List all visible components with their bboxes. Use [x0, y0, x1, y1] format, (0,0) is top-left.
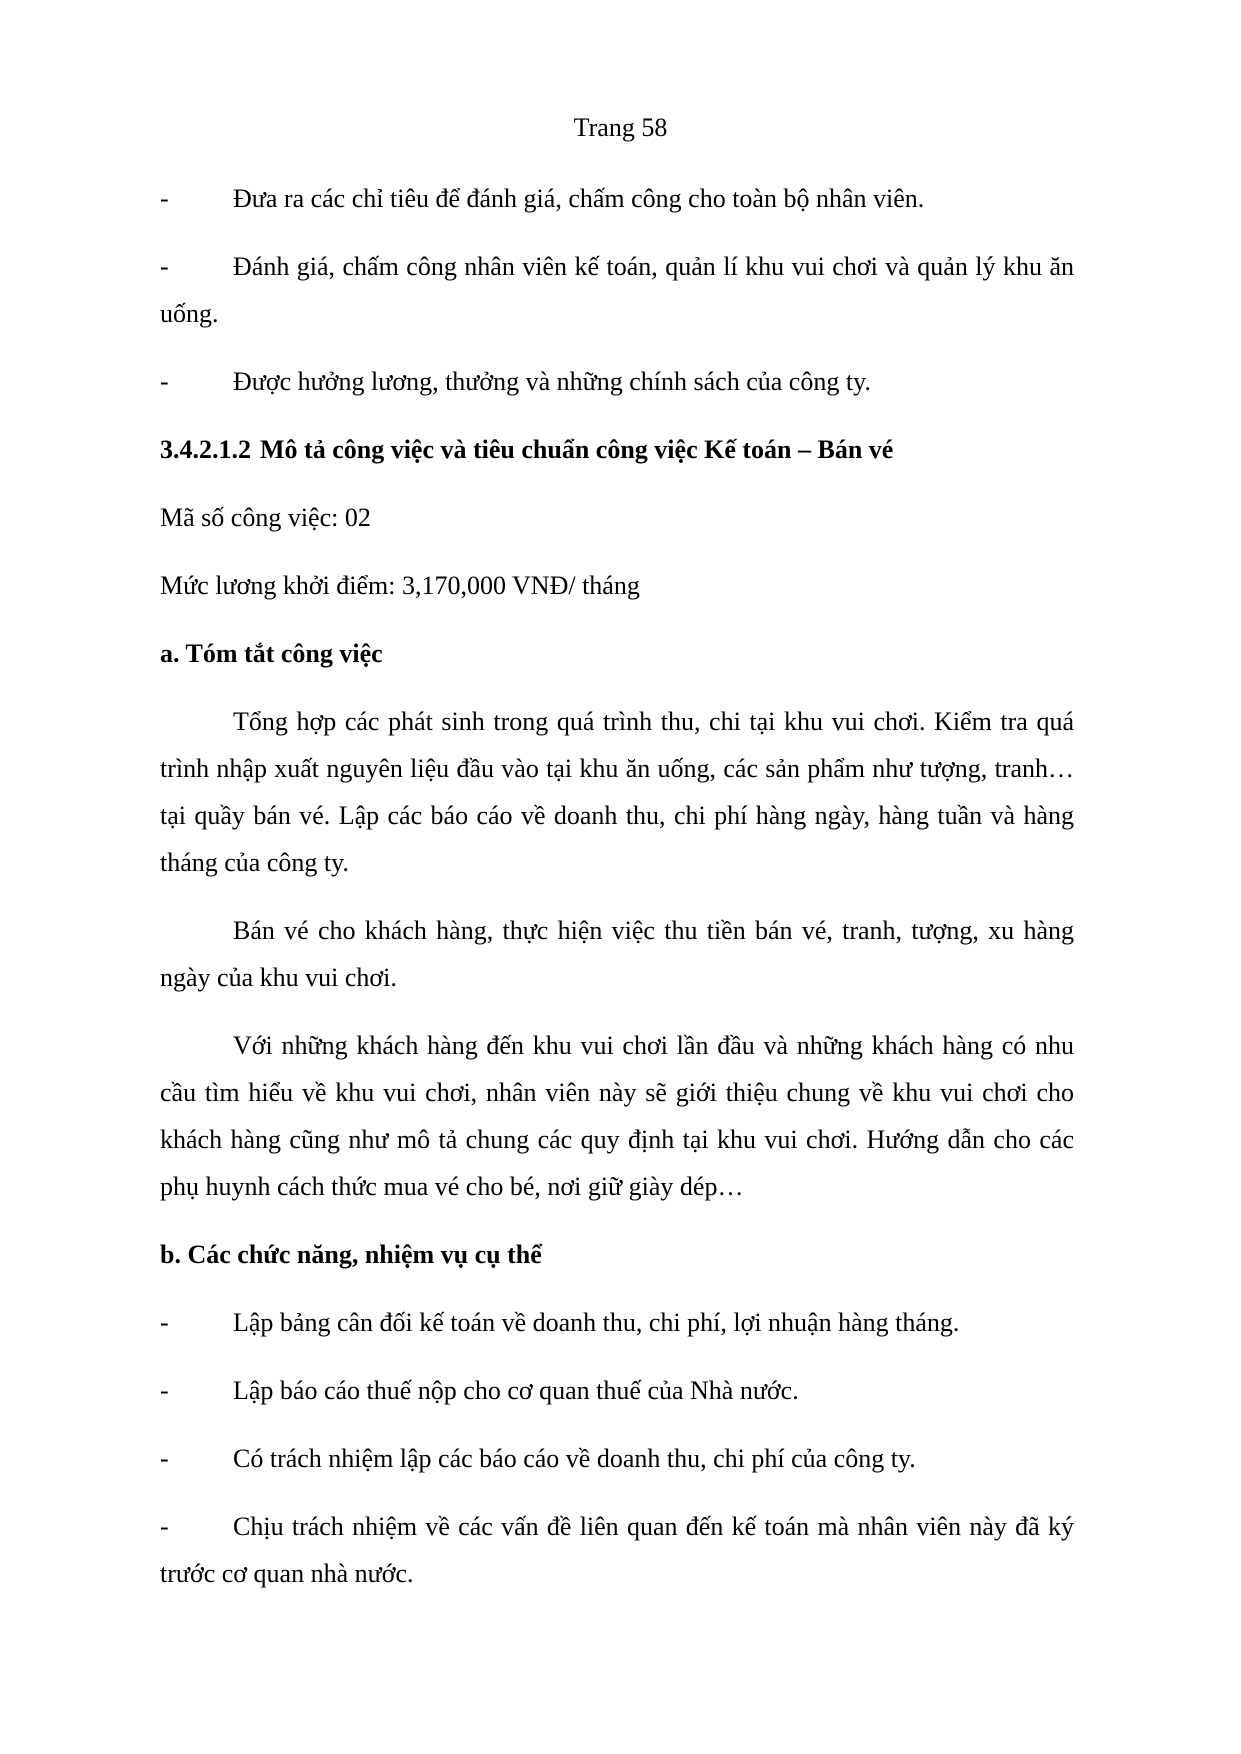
bullet-item	[160, 1367, 1074, 1414]
summary-paragraph: Tổng hợp các phát sinh trong quá trình thu, chi tại khu vui chơi. Kiểm tra quá trình nhập xuất nguyên liệu đầu vào tại khu ăn uống, các sản phẩm như tượng, tranh… tại quầy bán vé. Lập các báo cáo về doanh thu, chi phí hàng ngày, hàng tuần và hàng tháng của công ty.	[160, 707, 1074, 877]
bullet-item	[160, 1503, 1074, 1597]
bullet-item	[160, 1299, 1074, 1346]
bullet-text: Được hưởng lương, thưởng và những chính sách của công ty.	[233, 367, 871, 396]
bullet-dash: -	[160, 1376, 169, 1405]
bullet-dash: -	[160, 184, 169, 213]
page-content	[160, 175, 1074, 1618]
bullet-dash: -	[160, 252, 169, 281]
bullet-item	[160, 1435, 1074, 1482]
bullet-text: Đánh giá, chấm công nhân viên kế toán, quản lí khu vui chơi và quản lý khu ăn uống.	[160, 252, 1074, 328]
intro-bullet-list	[160, 175, 1074, 405]
bullet-text: Chịu trách nhiệm về các vấn đề liên quan đến kế toán mà nhân viên này đã ký trước cơ quan nhà nước.	[160, 1512, 1074, 1588]
bullet-text: Đưa ra các chỉ tiêu để đánh giá, chấm công cho toàn bộ nhân viên.	[233, 184, 925, 213]
bullet-text: Có trách nhiệm lập các báo cáo về doanh thu, chi phí của công ty.	[233, 1444, 916, 1473]
bullet-dash: -	[160, 1512, 169, 1541]
job-code: Mã số công việc: 02	[160, 503, 371, 532]
bullet-item	[160, 358, 1074, 405]
bullet-text: Lập bảng cân đối kế toán về doanh thu, chi phí, lợi nhuận hàng tháng.	[233, 1308, 960, 1337]
duties-bullet-list	[160, 1299, 1074, 1597]
section-title: Mô tả công việc và tiêu chuẩn công việc Kế toán – Bán vé	[260, 435, 894, 464]
starting-salary: Mức lương khởi điểm: 3,170,000 VNĐ/ tháng	[160, 571, 640, 600]
bullet-text: Lập báo cáo thuế nộp cho cơ quan thuế của Nhà nước.	[233, 1376, 799, 1405]
summary-paragraph: Bán vé cho khách hàng, thực hiện việc thu tiền bán vé, tranh, tượng, xu hàng ngày của khu vui chơi.	[160, 916, 1074, 992]
bullet-item	[160, 175, 1074, 222]
bullet-dash: -	[160, 1308, 169, 1337]
page-number: Trang 58	[573, 113, 668, 142]
bullet-dash: -	[160, 1444, 169, 1473]
summary-heading: a. Tóm tắt công việc	[160, 639, 383, 668]
duties-heading: b. Các chức năng, nhiệm vụ cụ thể	[160, 1240, 542, 1269]
summary-paragraph: Với những khách hàng đến khu vui chơi lần đầu và những khách hàng có nhu cầu tìm hiểu về khu vui chơi, nhân viên này sẽ giới thiệu chung về khu vui chơi cho khách hàng cũng như mô tả chung các quy định tại khu vui chơi. Hướng dẫn cho các phụ huynh cách thức mua vé cho bé, nơi giữ giày dép…	[160, 1031, 1074, 1201]
section-heading	[160, 426, 1074, 473]
bullet-dash: -	[160, 367, 169, 396]
section-number: 3.4.2.1.2	[160, 435, 251, 464]
bullet-item	[160, 243, 1074, 337]
